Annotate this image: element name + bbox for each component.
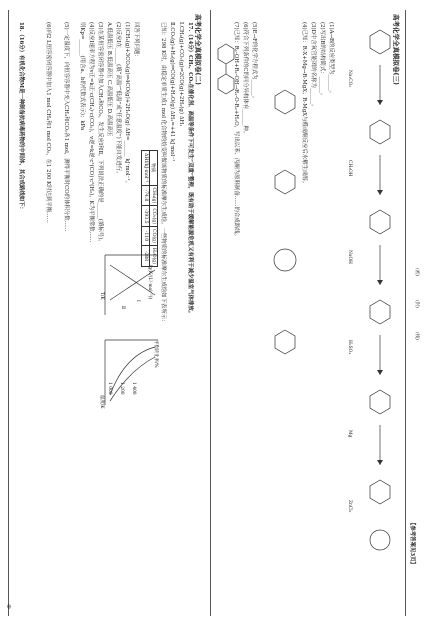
- graph2-ylabel: 平衡转化率/%: [153, 340, 158, 368]
- table-header: H₂O(g): [150, 245, 158, 266]
- table-cell: -74.8: [142, 185, 150, 206]
- q18-sub-3: (4)已知：R-X+Mg→R-MgX；R-MgX与醛或酮反应后水解生成醇。: [301, 22, 307, 187]
- q17-sub-6: 则Kp=______(用含a、b的代数式表示)；kPa: [79, 22, 85, 131]
- reagent-label: CH₃OH: [347, 160, 352, 177]
- graph1-ylabel: lg(K/(L²·mol⁻²)): [147, 265, 152, 300]
- page-number: ⑧: [5, 604, 11, 609]
- right-border: [405, 10, 406, 616]
- q17-sub-4: (3)在某恒容密闭容器中加入CH₄和CO₂，发生反应Ⅰ和Ⅱ，下列说法正确的是______(填标号)。: [97, 22, 103, 245]
- q18-sub-5: (6)符合下列条件的C的同分异构体有______种。: [242, 22, 248, 137]
- table-header: CO(g): [150, 227, 158, 246]
- table-row-label: ΔHf/kJ·mol⁻¹: [142, 151, 150, 186]
- reagent-label: ZnCl₂: [347, 500, 352, 513]
- table-cell: -393.5: [142, 206, 150, 227]
- structure-sketches: [265, 80, 305, 380]
- q17-sub-5: (4)反应Ⅰ速率方程为v正=k正·c(CH₄)·c(CO₂)，v逆=k逆·c²(CO)·c²(H₂)，K为平衡常数……: [88, 22, 94, 243]
- q18-sub-4: (5)E→F的化学方程式为______。: [251, 22, 257, 102]
- graph2-tick: 1 000: [107, 382, 112, 395]
- q17-given: 已知：298 K时，由稳定单质生成1 mol 化合物的焓变叫做该物质的标准摩尔生成焓。一些物质的标准摩尔生成焓如下表所示：: [160, 22, 166, 325]
- graph2-tick: 1 200: [119, 382, 124, 395]
- left-border: [8, 10, 9, 616]
- reagent-label: Mg: [347, 430, 352, 438]
- q17-sub-3: A.低温低压 B.低温高压 C.高温低压 D.高温高压: [106, 22, 112, 137]
- q17-sub-2: (2)反应Ⅰ在______(填“高温”“低温”或“任意温度”)下能自发进行。: [115, 22, 121, 177]
- q18-sub-0: (1)A→B的反应类型为______。: [328, 22, 334, 96]
- reagent-label: NaOH: [347, 250, 352, 264]
- table-header: CO₂(g): [150, 206, 158, 227]
- q17-sub-7: (5)一定温度下，向恒容容器中充入CH₄和CO₂各1 mol，测得平衡时CO的体积分数……: [63, 22, 69, 232]
- q18-title: 18.（16分）有机化合物M是一种制备抗病毒药物的中间体，其合成路线如下：: [18, 22, 24, 212]
- table-cell: -288: [142, 245, 150, 266]
- table-header: 物质: [150, 151, 158, 186]
- q17-sub-1: (1)CH₄(g)+3CO₂(g)⇌4CO(g)+2H₂O(g) ΔH=______ kJ·mol⁻¹。: [124, 22, 130, 186]
- graph1-xlabel: T/K: [99, 292, 104, 300]
- q17-reaction-2: Ⅱ.CO₂(g)+H₂(g)⇌CO(g)+H₂O(g) ΔH₂=+41 kJ·mol⁻¹: [169, 22, 175, 162]
- left-page-title: 高考化学全真模拟卷(二): [194, 14, 202, 85]
- conversion-graph: [100, 335, 160, 410]
- fold-mark-3: (线): [414, 332, 419, 340]
- fold-mark-1: (密): [414, 268, 419, 276]
- center-divider: [210, 10, 211, 616]
- graph1-label-2: Ⅱ: [120, 306, 125, 309]
- reagent-label: Na₂CO₃: [347, 70, 352, 87]
- table-cell: -110: [142, 227, 150, 246]
- reagent-label: H₂SO₄: [347, 340, 352, 354]
- q18-sub-2: (3)D中含氧官能团的名称为______。: [310, 22, 316, 110]
- right-page-title: 高考化学全真模拟卷(三): [392, 14, 400, 85]
- table-header: CH₄(g): [150, 185, 158, 206]
- q17-reaction-1: Ⅰ.CH₄(g)+CO₂(g)⇌2CO(g)+2H₂(g) ΔH₁: [178, 22, 184, 127]
- target-molecule: [214, 40, 238, 100]
- fold-mark-2: (封): [414, 300, 419, 308]
- graph1-label-1: Ⅰ: [135, 300, 140, 302]
- synthesis-route: [360, 20, 400, 600]
- q18-sub-6: (7)已知：R₁-OH+R₂-OH→R₁-O-R₂+H₂O，写出以苯、丙酮为原料制备……的合成路线。: [233, 22, 239, 239]
- answer-ref-footer: 【参考答案见3页】: [409, 520, 415, 567]
- q18-sub-1: (2)写出B的结构简式：______。: [319, 22, 325, 99]
- graph2-tick: 1 400: [131, 382, 136, 395]
- q17-title: 17.（14分）CH₄、CO₂在催化剂、高温等条件下可发生“双重”整理，既有助于缓解能源危机又有利于减少温室气体排放。: [187, 22, 193, 317]
- q17-sub-8: (6)向2 L恒容密闭容器中加入1 mol CH₄和1 mol CO₂，在1 200 K时达到平衡……: [45, 22, 51, 223]
- q17-sub-0: 回答下列问题：: [133, 22, 139, 60]
- graph2-xlabel: 温度/K: [99, 395, 104, 409]
